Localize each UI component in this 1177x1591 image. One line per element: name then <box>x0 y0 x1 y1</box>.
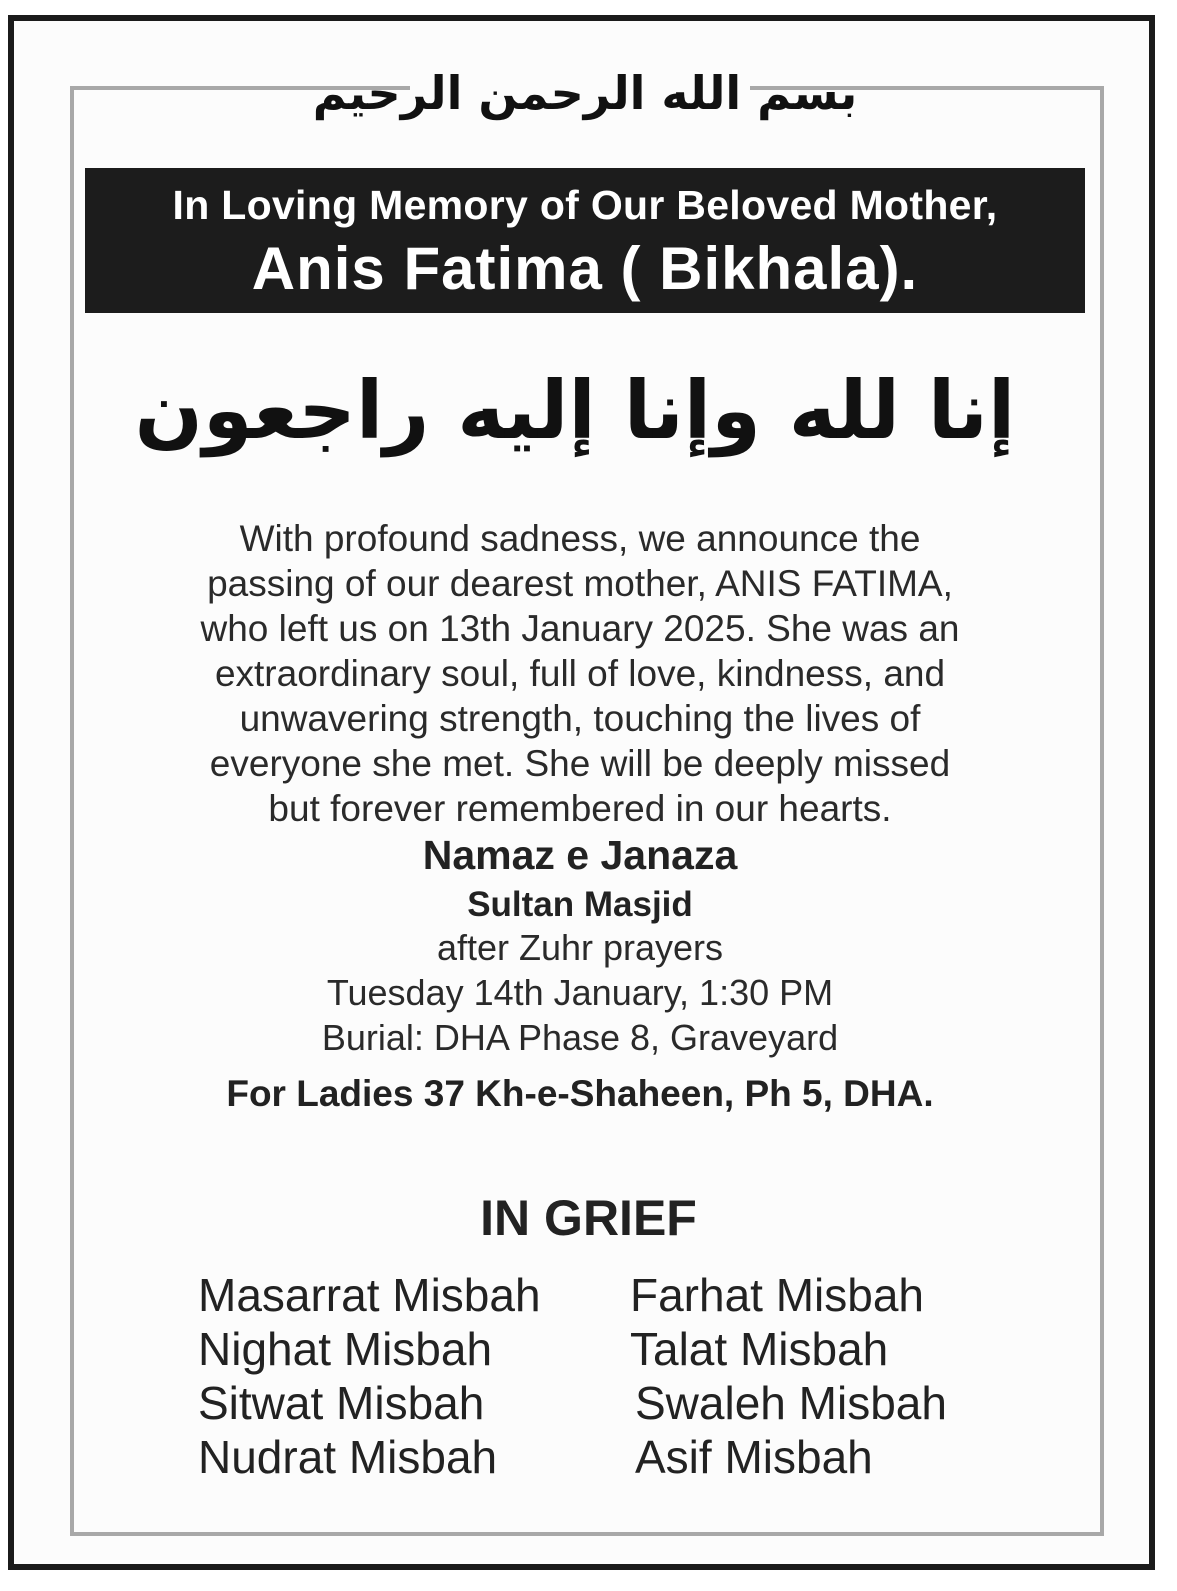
message-line: but forever remembered in our hearts. <box>268 788 892 829</box>
message-line: With profound sadness, we announce the <box>239 518 921 559</box>
mourner-name: Sitwat Misbah <box>198 1377 485 1429</box>
message-line: extraordinary soul, full of love, kindness, and <box>214 653 946 694</box>
masjid-name: Sultan Masjid <box>467 885 693 924</box>
burial-location: Burial: DHA Phase 8, Graveyard <box>321 1017 839 1058</box>
mourner-name: Masarrat Misbah <box>198 1269 541 1321</box>
mourner-name: Talat Misbah <box>630 1323 889 1375</box>
title-banner <box>85 168 1085 313</box>
message-line: everyone she met. She will be deeply missed <box>209 743 951 784</box>
inna-lillah-calligraphy: إنا لله وإنا إليه راجعون <box>134 363 1016 457</box>
mourner-name: Farhat Misbah <box>630 1269 925 1321</box>
message-line: unwavering strength, touching the lives of <box>239 698 921 739</box>
mourner-name: Nighat Misbah <box>198 1323 493 1375</box>
ladies-address: For Ladies 37 Kh-e-Shaheen, Ph 5, DHA. <box>226 1073 934 1114</box>
title-line-name: Anis Fatima ( Bikhala). <box>251 235 919 302</box>
bismillah-calligraphy: بسم الله الرحمن الرحيم <box>312 66 858 120</box>
announcement-message <box>110 516 1050 831</box>
grief-heading: IN GRIEF <box>480 1190 697 1246</box>
mourner-name: Swaleh Misbah <box>635 1377 947 1429</box>
mourner-name: Asif Misbah <box>635 1431 873 1483</box>
title-line-memory: In Loving Memory of Our Beloved Mother, <box>172 182 998 228</box>
mourner-name: Nudrat Misbah <box>198 1431 498 1483</box>
message-line: passing of our dearest mother, ANIS FATIMA, <box>207 563 953 604</box>
janaza-heading: Namaz e Janaza <box>422 832 738 878</box>
mourners-left-column <box>198 1268 541 1484</box>
prayer-time: after Zuhr prayers <box>436 927 724 968</box>
message-line: who left us on 13th January 2025. She was an <box>200 608 960 649</box>
mourners-right-column <box>630 1268 947 1484</box>
janaza-datetime: Tuesday 14th January, 1:30 PM <box>326 972 834 1013</box>
